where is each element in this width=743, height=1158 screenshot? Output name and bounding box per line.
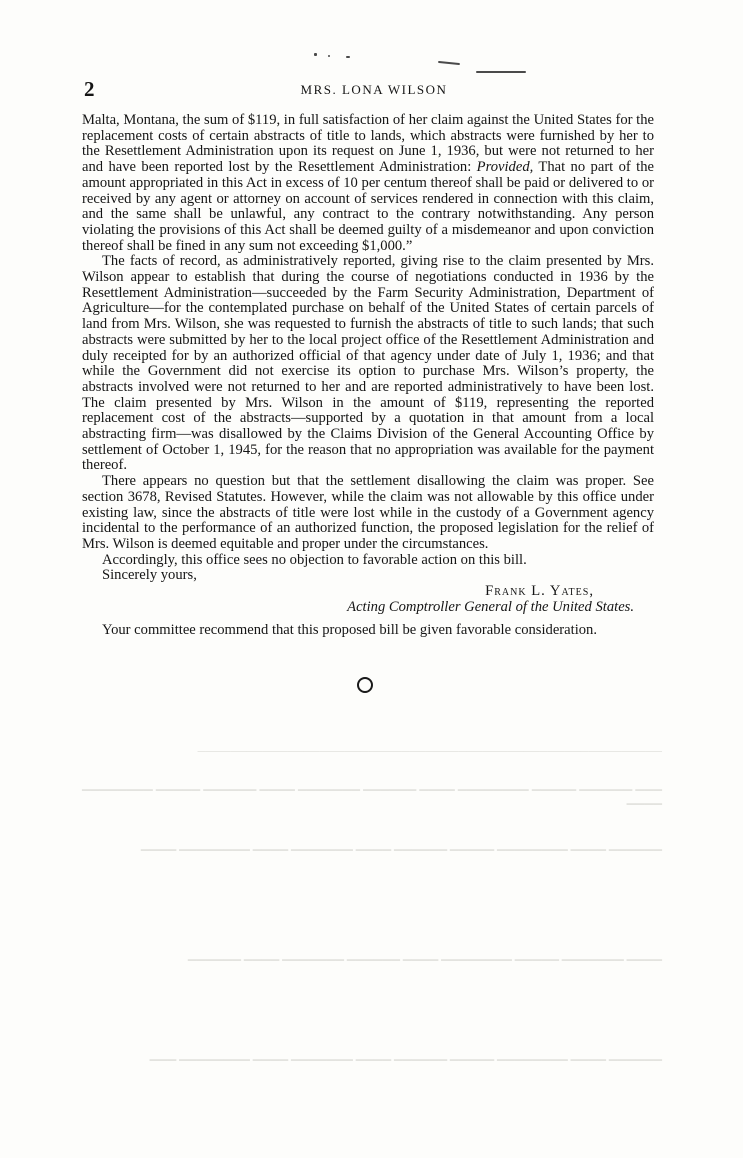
bleed-through-5: ▔▔▔▔▔▔ ▔▔▔▔ ▔▔▔▔▔▔▔▔ ▔▔▔▔▔ ▔▔▔▔▔▔ ▔▔▔▔ ▔▔▔▔▔▔▔ ▔▔▔▔ ▔▔▔▔▔▔▔▔ ▔▔▔: [149, 1061, 662, 1073]
signature-name: Frank L. Yates,: [485, 583, 594, 600]
page-header: [84, 77, 664, 101]
proviso-word: Provided,: [476, 159, 534, 176]
committee-recommendation: Your committee recommend that this proposed bill be given favorable consideration.: [102, 621, 597, 638]
signature-title: Acting Comptroller General of the United States.: [347, 598, 634, 615]
bleed-through-1: ─────────────────────────────────────────────────────────: [197, 746, 662, 758]
paragraph-facts: The facts of record, as administratively reported, giving rise to the claim presented by Mrs. Wilson appear to establish that during the course of negotiations conducted in 1936 by the Resettlement Administration—succeeded by the Farm Security Administration, Department of Agriculture—for the contemplated purchase on behalf of the United States of certain parcels of land from Mrs. Wilson, she was requested to furnish the abstracts of title to such lands; that such abstracts were submitted by her to the local project office of the Resettlement Administration and duly receipted for by an authorized official of that agency under date of July 1, 1936; and that while the Government did not exercise its option to purchase Mrs. Wilson’s property, the abstracts involved were not returned to her and are reported administratively to have been lost. The claim presented by Mrs. Wilson in the amount of $119, representing the reported replacement cost of the abstracts—supported by a quotation in that amount from a local abstracting firm—was disallowed by the Claims Division of the General Accounting Office by settlement of October 1, 1945, for the reason that no appropriation was available for the payment thereof.: [82, 253, 654, 474]
paragraph-bill-text: [82, 113, 654, 254]
bill-text: Malta, Montana, the sum of $119, in full satisfaction of her claim against the United States for the replacement costs of certain abstracts of title to lands, which abstracts were furnished by her to the Resettlement Administration upon its request on June 1, 1936, but were not returned to her and have been reported lost by the Resettlement Administration:: [82, 112, 654, 176]
bill-text-continued: That no part of the amount appropriated in this Act in excess of 10 per centum thereof shall be paid or delivered to or received by any agent or attorney on account of services rendered in connection with this claim, and the same shall be unlawful, any contract to the contrary notwithstanding. Any person violating the provisions of this Act shall be deemed guilty of a misdemeanor and upon conviction thereof shall be fined in any sum not exceeding $1,000.”: [82, 159, 655, 254]
paragraph-settlement: There appears no question but that the settlement disallowing the claim was proper. See section 3678, Revised Statutes. However, while the claim was not allowable by this office under existing law, since the abstracts of title were lost while in the custody of a Government agency incidental to the performance of an authorized function, the proposed legislation for the relief of Mrs. Wilson is deemed equitable and proper under the circumstances.: [82, 473, 654, 552]
scan-specks: [300, 47, 560, 77]
end-of-document-mark: [357, 677, 373, 693]
bleed-through-2: ▔▔▔ ▔▔▔▔▔▔ ▔▔▔▔▔ ▔▔▔▔▔▔▔▔ ▔▔▔▔ ▔▔▔▔▔▔ ▔▔▔▔▔▔▔ ▔▔▔▔ ▔▔▔▔▔▔ ▔▔▔▔▔ ▔▔▔▔▔▔▔▔ ▔▔▔▔: [82, 791, 662, 817]
bleed-through-3: ▔▔▔▔▔▔ ▔▔▔▔ ▔▔▔▔▔▔▔▔ ▔▔▔▔▔ ▔▔▔▔▔▔ ▔▔▔▔ ▔▔▔▔▔▔▔ ▔▔▔▔ ▔▔▔▔▔▔▔▔ ▔▔▔▔: [140, 851, 662, 863]
document-body: [82, 113, 654, 638]
running-head: MRS. LONA WILSON: [300, 82, 448, 97]
bleed-through-4: ▔▔▔▔ ▔▔▔▔▔▔▔ ▔▔▔▔▔ ▔▔▔▔▔▔▔▔ ▔▔▔▔ ▔▔▔▔▔▔ ▔▔▔▔▔▔▔ ▔▔▔▔ ▔▔▔▔▔▔: [187, 961, 662, 973]
paragraph-accordingly: Accordingly, this office sees no objection to favorable action on this bill.: [102, 551, 527, 568]
closing: Sincerely yours,: [102, 567, 197, 584]
page-number: 2: [84, 77, 95, 101]
